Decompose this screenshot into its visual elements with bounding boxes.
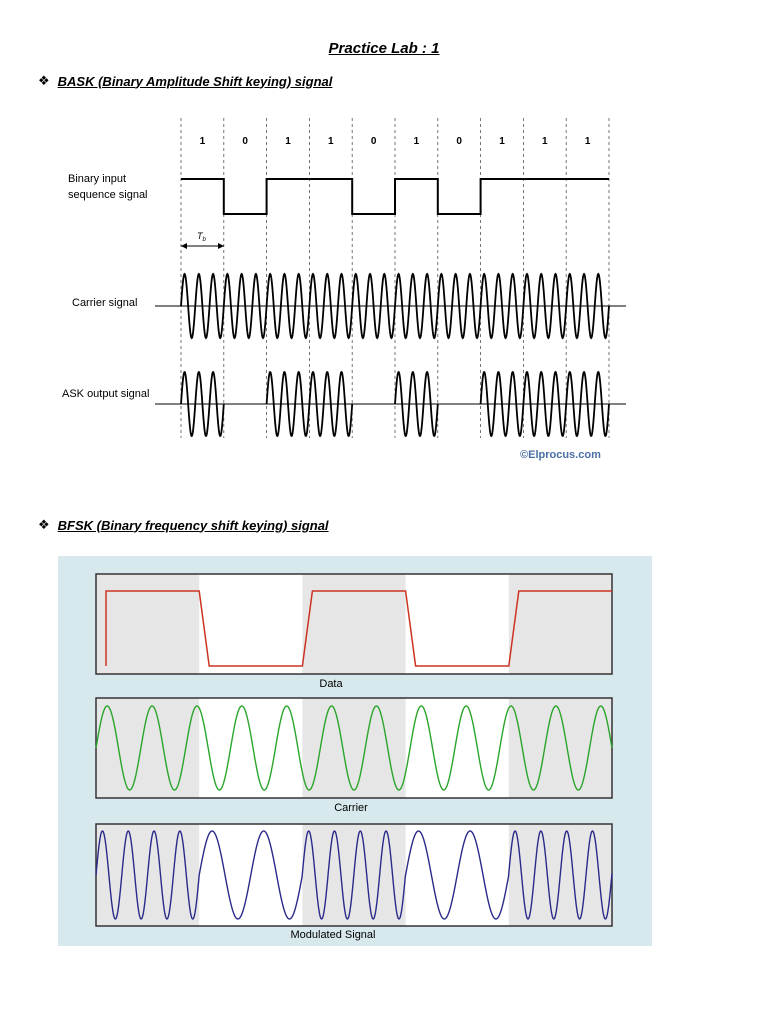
tb-label: $T_b$ xyxy=(197,231,206,243)
bit-label: 1 xyxy=(542,136,548,147)
binary-input-waveform xyxy=(181,179,609,214)
ask-output-label: ASK output signal xyxy=(62,388,150,400)
bfsk-heading-text: BFSK (Binary frequency shift keying) signal xyxy=(57,517,329,533)
bask-figure xyxy=(0,100,768,470)
bullet-icon: ❖ xyxy=(38,517,50,532)
bask-heading xyxy=(38,73,332,89)
shaded-bit-band xyxy=(302,698,405,798)
tb-marker xyxy=(181,231,224,249)
binary-input-label: Binary input xyxy=(68,173,127,185)
bit-label: 1 xyxy=(499,136,505,147)
page-title: Practice Lab : 1 xyxy=(328,40,440,57)
bit-label: 1 xyxy=(199,136,206,147)
bit-label: 0 xyxy=(370,136,377,147)
bit-label: 0 xyxy=(242,136,248,147)
bit-label: 1 xyxy=(328,136,334,147)
shaded-bit-band xyxy=(509,574,612,674)
carrier-signal-label: Carrier signal xyxy=(72,297,138,309)
bit-label: 0 xyxy=(456,136,462,147)
data-label: Data xyxy=(319,678,343,690)
credit-text: ©Elprocus.com xyxy=(520,449,601,461)
shaded-bit-band xyxy=(96,574,199,674)
bfsk-heading xyxy=(38,517,329,533)
bfsk-figure xyxy=(58,556,652,946)
bask-heading-text: BASK (Binary Amplitude Shift keying) signal xyxy=(57,73,333,89)
bit-label: 1 xyxy=(584,136,591,147)
bit-label: 1 xyxy=(285,136,291,147)
data-panel xyxy=(96,574,612,674)
carrier-panel xyxy=(96,698,612,798)
bit-boundary-lines xyxy=(181,118,609,438)
shaded-bit-band xyxy=(302,574,405,674)
bit-label: 1 xyxy=(413,136,420,147)
modulated-label: Modulated Signal xyxy=(290,929,376,941)
carrier-label: Carrier xyxy=(334,802,368,814)
binary-input-label-line2: sequence signal xyxy=(68,189,148,201)
bullet-icon: ❖ xyxy=(38,73,50,88)
